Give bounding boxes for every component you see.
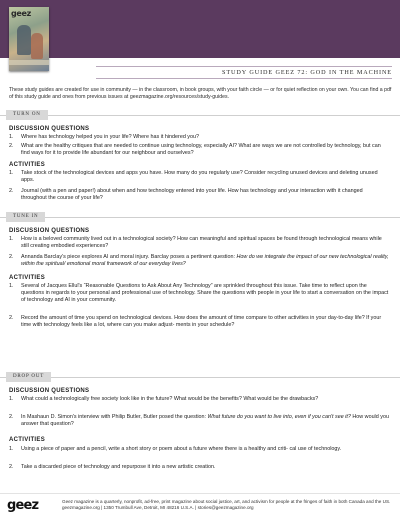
cover-figure-illustration	[31, 33, 43, 59]
activities-heading: ACTIVITIES	[9, 275, 46, 281]
list-item: 1. Where has technology helped you in your life? Where has it hindered you?	[9, 134, 199, 140]
header-band	[0, 0, 400, 58]
footer-text: Geez magazine is a quarterly, nonprofit, ad-free, print magazine about social justice, art, and activism for people at the fringes of faith in both Canada and the US. geezmagazine.org | 1350 Trumbull Ave, Detroit, MI 48216 U.S.A. | stories@geezmagazine.org	[62, 499, 391, 511]
section-tag: DROP OUT	[6, 372, 51, 382]
section-divider-drop-out	[0, 372, 400, 382]
divider-line	[0, 115, 400, 116]
list-item: 1. Several of Jacques Ellul's “Reasonable Questions to Ask About Any Technology” are sprinkled throughout this issue. Take time to reflect upon the questions in regards to your personal and professional use of technology. Share the questions with people in your life to start a conversation on the impact of technology and AI in your community.	[9, 283, 389, 303]
list-item: 2. What are the healthy critiques that are needed to continue using technology, especially AI? What are ways we are not controlled by technology, but can find ways for it to provide life abundant for our neighbour and ourselves?	[9, 143, 381, 156]
list-item: 2. Record the amount of time you spend on technological devices. How does the amount of time compare to other activities in your day-to-day life? If your time with technology feels like a lot, where can you make adjust- ments in your schedule?	[9, 315, 382, 328]
cover-figure-illustration	[17, 25, 31, 55]
list-item: 2. In Mashaun D. Simon's interview with Philip Butler, Butler posed the question: What future do you want to live into, even if you can't see it? How would you answer that question?	[9, 414, 389, 427]
list-item: 1. What could a technologically free society look like in the future? What would be the benefits? What would be the drawbacks?	[9, 396, 319, 402]
divider-line	[0, 377, 400, 378]
title-rule-top	[96, 66, 392, 67]
list-item: 1. Take stock of the technological devices and apps you have. How many do you regularly use? Consider recycling unused devices and deleting unused apps.	[9, 170, 378, 183]
geez-logo: geez	[7, 498, 39, 513]
list-item: 2. Journal (with a pen and paper!) about when and how technology entered into your life. How has technology and your interaction with it changed throughout the course of your life?	[9, 188, 363, 201]
cover-stripe	[9, 60, 49, 65]
title-rule-bottom	[96, 78, 392, 79]
magazine-cover-thumbnail	[9, 7, 49, 71]
section-divider-tune-in	[0, 212, 400, 222]
discussion-heading: DISCUSSION QUESTIONS	[9, 126, 90, 132]
intro-paragraph: These study guides are created for use in community — in the classroom, in book groups, with your faith circle — or for quiet reflection on your own. You can find a pdf of this study guide and ones from previous issues at geezmagazine.org/resources/study-guides.	[9, 87, 392, 100]
list-item: 1. How is a beloved community lived out in a technological society? How can meaningful and spiritual spaces be found through technological means while still creating embodied experiences?	[9, 236, 382, 249]
page-footer	[0, 493, 400, 519]
list-item: 2. Take a discarded piece of technology and repurpose it into a new artistic creation.	[9, 464, 216, 470]
list-item: 2. Annanda Barclay's piece explores AI and moral injury. Barclay poses a pertinent question: How do we integrate the impact of our new technological reality, within the spiritual/ emotional moral framework of our everyday lives?	[9, 254, 389, 267]
section-divider-turn-on	[0, 110, 400, 120]
activities-heading: ACTIVITIES	[9, 437, 46, 443]
discussion-heading: DISCUSSION QUESTIONS	[9, 228, 90, 234]
discussion-heading: DISCUSSION QUESTIONS	[9, 388, 90, 394]
page-title: STUDY GUIDE GEEZ 72: GOD IN THE MACHINE	[221, 69, 392, 76]
section-tag: TURN ON	[6, 110, 48, 120]
cover-masthead: geez	[11, 9, 32, 18]
activities-heading: ACTIVITIES	[9, 162, 46, 168]
divider-line	[0, 217, 400, 218]
section-tag: TUNE IN	[6, 212, 45, 222]
list-item: 1. Using a piece of paper and a pencil, write a short story or poem about a future where there is a healthy and criti- cal use of technology.	[9, 446, 342, 452]
